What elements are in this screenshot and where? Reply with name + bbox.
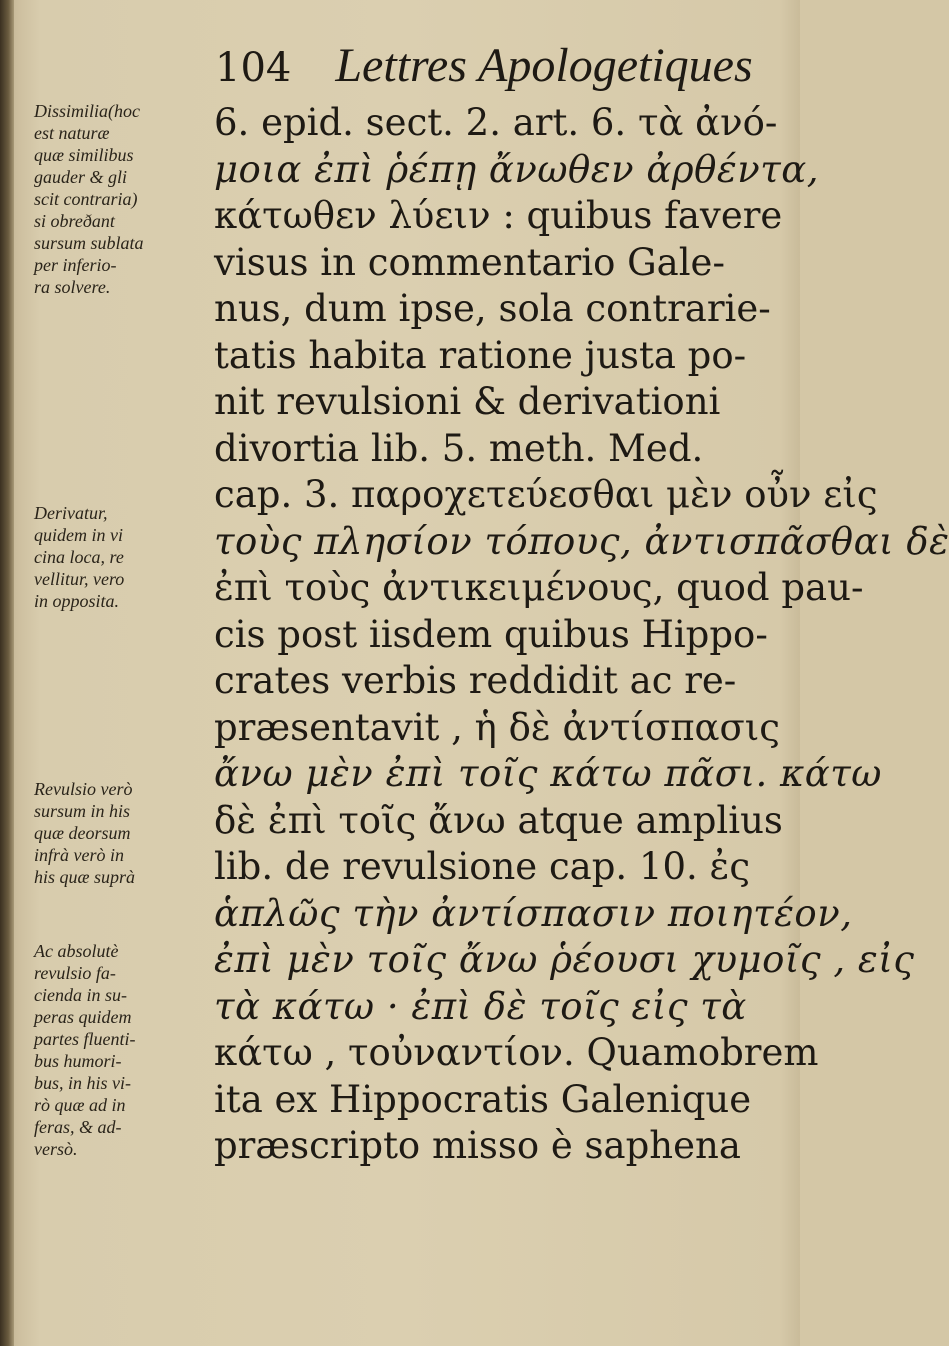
text-line: crates verbis reddidit ac re- [214, 659, 737, 702]
sidenote-line: rò quæ ad in [34, 1095, 126, 1115]
sidenote-line: versò. [34, 1139, 78, 1159]
text-line: nus, dum ipse, sola contrarie- [214, 287, 771, 330]
sidenote-line: infrà verò in [34, 845, 124, 865]
text-line: lib. de revulsione cap. 10. ἐς [214, 845, 751, 888]
text-line: ἁπλῶς τὴν ἀντίσπασιν ποιητέον, [214, 891, 853, 935]
sidenote-line: sursum in his [34, 801, 131, 821]
main-text-block [214, 100, 949, 1170]
text-line: præsentavit , ἡ δὲ ἀντίσπασις [214, 705, 781, 749]
sidenote-line: si obreðant [34, 211, 115, 231]
running-head [215, 38, 775, 98]
sidenote-line: Dissimilia(hoc [34, 101, 140, 121]
text-line: κάτωθεν λύειν : quibus favere [214, 194, 783, 237]
text-line: κάτω , τοὐναντίον. Quamobrem [214, 1031, 819, 1074]
text-line: tatis habita ratione justa po- [214, 333, 747, 377]
sidenote-line: per inferio- [34, 255, 117, 275]
text-line: δὲ ἐπὶ τοῖς ἄνω atque amplius [214, 798, 783, 842]
text-line: ἐπὶ τοὺς ἀντικειμένους, quod pau- [214, 566, 864, 609]
sidenote-line: quæ similibus [34, 145, 134, 165]
text-line: ἄνω μὲν ἐπὶ τοῖς κάτω πᾶσι. κάτω [214, 752, 882, 795]
text-line: præscripto misso è saphena [214, 1124, 741, 1167]
sidenote-line: revulsio fa- [34, 963, 116, 983]
sidenote-line: quæ deorsum [34, 823, 131, 843]
sidenote-line: est naturæ [34, 123, 110, 143]
text-line: τοὺς πλησίον τόπους, ἀντισπᾶσθαι δὲ [214, 519, 949, 563]
sidenote-absolute [34, 940, 206, 1160]
text-line: cis post iisdem quibus Hippo- [214, 612, 768, 656]
text-line: nit revulsioni & derivationi [214, 380, 721, 423]
page-number: 104 [215, 45, 292, 91]
text-line: μοια ἐπὶ ῥέπῃ ἄνωθεν ἀρθέντα, [214, 147, 819, 191]
text-line: visus in commentario Gale- [214, 240, 725, 284]
sidenote-line: Ac absolutè [34, 941, 119, 961]
book-binding-edge [0, 0, 14, 1346]
sidenote-line: vellitur, vero [34, 569, 125, 589]
sidenote-line: partes fluenti- [34, 1029, 136, 1049]
running-title: Lettres Apologetiques [335, 39, 753, 92]
sidenote-line: cina loca, re [34, 547, 124, 567]
sidenote-derivatur [34, 502, 206, 612]
sidenote-line: cienda in su- [34, 985, 127, 1005]
sidenote-line: sursum sublata [34, 233, 144, 253]
sidenote-revulsio [34, 778, 206, 888]
sidenote-line: ra solvere. [34, 277, 111, 297]
sidenote-line: his quæ suprà [34, 867, 136, 887]
sidenote-line: scit contraria) [34, 189, 138, 209]
sidenote-line: quidem in vi [34, 525, 123, 545]
text-line: τὰ κάτω · ἐπὶ δὲ τοῖς εἰς τὰ [214, 984, 747, 1028]
text-line: cap. 3. παροχετεύεσθαι μὲν οὖν εἰς [214, 473, 878, 516]
sidenote-line: feras, & ad- [34, 1117, 122, 1137]
sidenote-line: gauder & gli [34, 167, 127, 187]
text-line: 6. epid. sect. 2. art. 6. τὰ ἀνό- [214, 101, 778, 144]
text-line: ita ex Hippocratis Galenique [214, 1077, 752, 1121]
sidenote-line: Derivatur, [34, 503, 108, 523]
sidenote-line: peras quidem [34, 1007, 132, 1027]
sidenote-dissimilia [34, 100, 206, 298]
sidenote-line: in opposita. [34, 591, 120, 611]
sidenote-line: bus humori- [34, 1051, 122, 1071]
text-line: divortia lib. 5. meth. Med. [214, 426, 704, 470]
sidenote-line: bus, in his vi- [34, 1073, 131, 1093]
sidenote-line: Revulsio verò [34, 779, 133, 799]
text-line: ἐπὶ μὲν τοῖς ἄνω ῥέουσι χυμοῖς , εἰς [214, 938, 915, 981]
